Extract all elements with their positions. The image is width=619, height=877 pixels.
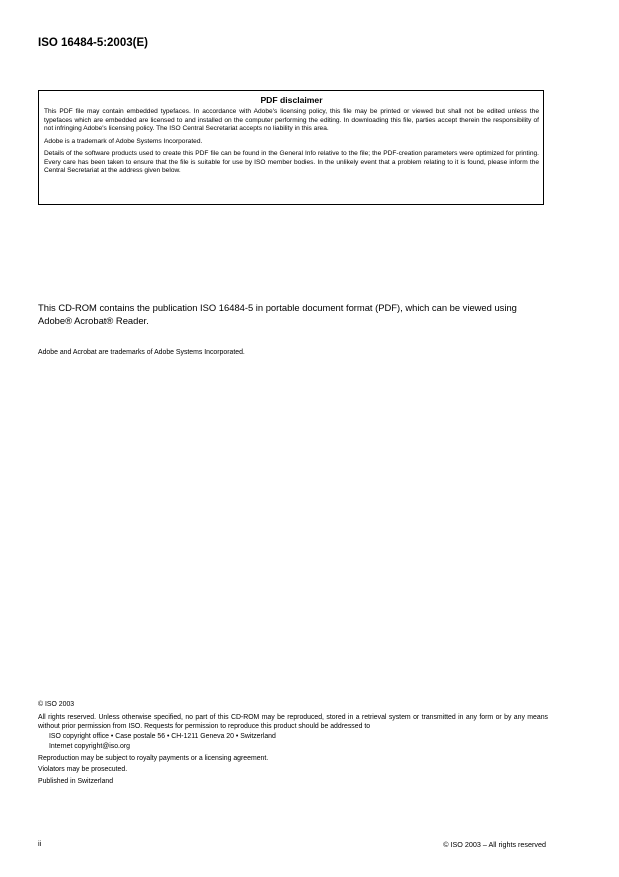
footer-copyright: © ISO 2003 – All rights reserved: [443, 840, 546, 849]
iso-office-address: ISO copyright office • Case postale 56 • CH-1211 Geneva 20 • Switzerland: [49, 733, 276, 741]
disclaimer-paragraph-details: Details of the software products used to create this PDF file can be found in the General Info relative to the file; the PDF-creation parameters were optimized for printing. Every care has been taken to ensure that the file is suitable for use by ISO member bodies. In the unlikely event that a problem relating to it is found, please inform the Central Secretariat at the address given below.: [44, 149, 539, 175]
pdf-disclaimer-box: [38, 90, 544, 205]
published-location: Published in Switzerland: [38, 777, 114, 785]
copyright-block: [38, 700, 548, 787]
disclaimer-paragraph-trademark: Adobe is a trademark of Adobe Systems Incorporated.: [44, 137, 203, 145]
cd-rom-description: This CD-ROM contains the publication ISO 16484-5 in portable document format (PDF), which can be viewed using Adobe® Acrobat® Reader.: [38, 302, 517, 326]
reproduction-note: Reproduction may be subject to royalty payments or a licensing agreement.: [38, 754, 269, 762]
violators-note: Violators may be prosecuted.: [38, 766, 128, 774]
disclaimer-paragraph-typefaces: This PDF file may contain embedded typefaces. In accordance with Adobe's licensing policy, this file may be printed or viewed but shall not be edited unless the typefaces which are embedded are licensed to and installed on the computer performing the editing. In downloading this file, parties accept therein the responsibility of not infringing Adobe's licensing policy. The ISO Central Secretariat accepts no liability in this area.: [44, 108, 539, 133]
page-number: ii: [38, 839, 42, 848]
disclaimer-title: PDF disclaimer: [260, 95, 323, 105]
document-id: ISO 16484-5:2003(E): [38, 37, 148, 49]
trademark-note: Adobe and Acrobat are trademarks of Adobe Systems Incorporated.: [38, 349, 245, 356]
iso-internet-contact: Internet copyright@iso.org: [49, 742, 130, 750]
rights-reserved-text: All rights reserved. Unless otherwise specified, no part of this CD-ROM may be reproduced, stored in a retrieval system or transmitted in any form or by any means without prior permission from ISO. Requests for permission to reproduce this product should be addressed to: [38, 713, 548, 731]
copyright-line: © ISO 2003: [38, 701, 75, 708]
